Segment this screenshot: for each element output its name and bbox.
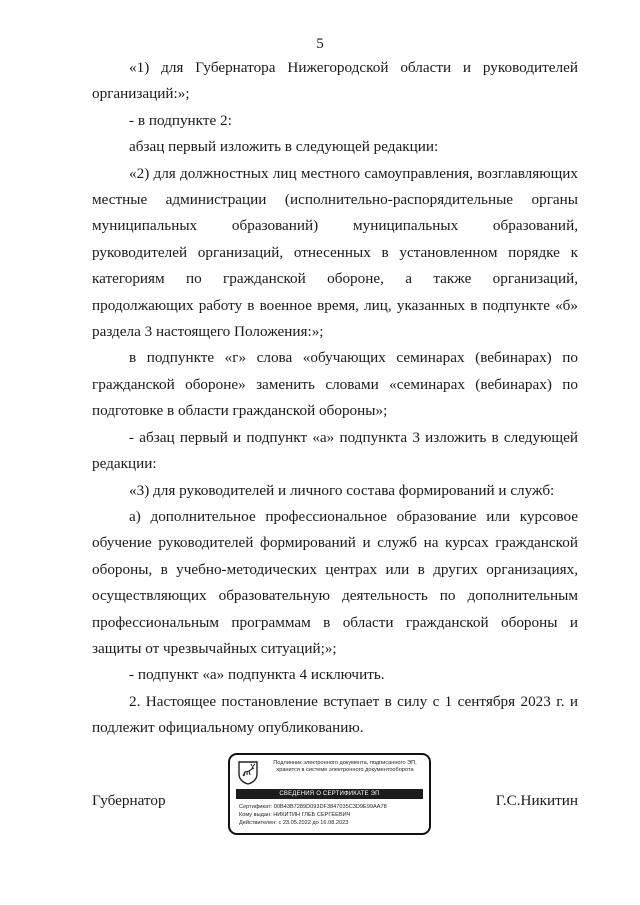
signatory-name: Г.С.Никитин: [495, 792, 578, 809]
signatory-title: Губернатор: [92, 792, 166, 809]
certificate-owner: Кому выдан: НИКИТИН ГЛЕБ СЕРГЕЕВИЧ: [239, 812, 351, 819]
paragraph: абзац первый изложить в следующей редакции:: [129, 138, 439, 156]
deer-emblem-icon: [237, 761, 259, 785]
certificate-number: Сертификат: 00B43B7289D093DF3847035C3D9E99AA78: [239, 804, 387, 810]
paragraph: - абзац первый и подпункт «а» подпункта 3 изложить в следующей редакции:: [92, 428, 578, 473]
stamp-note: Подлинник электронного документа, подписанного ЭП, хранится в системе электронного документооборота: [273, 760, 417, 774]
electronic-signature-stamp: [228, 753, 431, 835]
paragraph: «1) для Губернатора Нижегородской области и руководителей организаций:»;: [92, 59, 578, 103]
certificate-validity: Действителен: с 23.05.2022 до 16.08.2023: [239, 820, 349, 827]
paragraph: в подпункте «г» слова «обучающих семинарах (вебинарах) по гражданской обороне» заменить словами «семинарах (вебинарах) по подготовке в области гражданской обороны»;: [92, 349, 578, 420]
paragraph: «2) для должностных лиц местного самоуправления, возглавляющих местные администрации (исполнительно-распорядительные органы муниципальных образований) муниципальных образований, руководителей организаций, отнесенных в установленном порядке к категориям по гражданской обороне, а также организаций, продолжающих работу в военное время, лиц, указанных в подпункте «б» раздела 3 настоящего Положения:»;: [92, 164, 578, 341]
paragraph: - в подпункте 2:: [129, 111, 232, 129]
page-number: 5: [316, 36, 324, 52]
paragraph: а) дополнительное профессиональное образование или курсовое обучение руководителей формирований и служб на курсах гражданской обороны, в учебно-методических центрах или в других организациях, осуществляющих образовательную деятельность по дополнительным профессиональным программам в области гражданской обороны и защиты от чрезвычайных ситуаций;»;: [92, 507, 578, 657]
paragraph: 2. Настоящее постановление вступает в силу с 1 сентября 2023 г. и подлежит официальному опубликованию.: [92, 692, 578, 737]
certificate-details: [239, 803, 427, 828]
document-body: [92, 55, 578, 742]
stamp-header: СВЕДЕНИЯ О СЕРТИФИКАТЕ ЭП: [236, 789, 423, 799]
paragraph: «3) для руководителей и личного состава формирований и служб:: [129, 481, 555, 499]
paragraph: - подпункт «а» подпункта 4 исключить.: [129, 666, 385, 684]
